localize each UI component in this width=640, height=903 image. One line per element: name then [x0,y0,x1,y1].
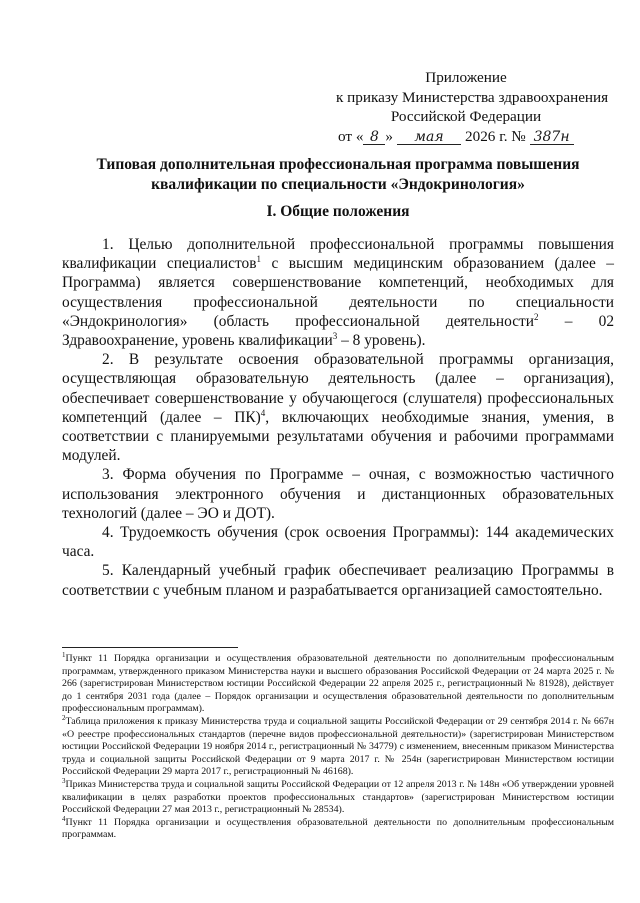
paragraph-1-text-a: 1. Целью дополнительной профессиональной программы повышения квалификации специалистов [62,236,614,273]
footnote-3 [62,776,614,817]
section-heading: I. Общие положения [266,203,410,220]
footnote-ref-1: 1 [256,254,261,265]
paragraph-1-text-c: – 02 Здравоохранение, уровень квалификации [62,312,615,350]
title-line-1: Типовая дополнительная профессиональная программа повышения [96,156,580,173]
paragraph-1-text-b: с высшим медицинским образованием (далее – Программа) является совершенствование компетенций, необходимых для осуществления профессиональной деятельности по специальности «Эндокринология» (область профессиональной деятельности [62,255,614,330]
paragraph-1 [62,235,614,350]
paragraph-2 [62,350,614,465]
order-date-line [336,127,596,147]
document-title [60,155,616,194]
footnote-2-text: Таблица приложения к приказу Министерства труда и социальной защиты Российской Федерации от 29 сентября 2014 г. № 667н «О реестре профессиональных стандартов (перечне видов профессиональной деятельности)» (зарегистрирован Министерством юстиции Российской Федерации 19 ноября 2014 г., регистрационный № 34779) с изменением, внесенным приказом Министерства труда и социальной защиты Российской Федерации от 9 марта 2017 г. № 254н (зарегистрирован Министерством юстиции Российской Федерации 29 марта 2017 г., регистрационный № 46168). [62,715,614,778]
appendix-country: Российской Федерации [390,108,542,125]
paragraph-4: 4. Трудоемкость обучения (срок освоения Программы): 144 академических часа. [62,524,614,561]
footnotes [62,653,614,842]
paragraph-2-text-b: , включающих необходимые знания, умения, в соответствии с планируемыми результатами обучения и рабочими программами модулей. [62,408,614,465]
footnote-4 [62,814,614,842]
footnote-divider [62,647,238,648]
order-month: мая [397,130,461,145]
paragraph-3: 3. Форма обучения по Программе – очная, с возможностью частичного использования электронного обучения и дистанционных образовательных технологий (далее – ЭО и ДОТ). [62,466,614,522]
order-day: 8 [363,130,385,145]
order-prefix: от « [338,127,364,145]
order-quote: » [385,127,394,145]
document-body [62,235,614,600]
footnote-ref-4: 4 [260,407,266,418]
footnote-1 [62,653,614,716]
appendix-order-ref: к приказу Министерства здравоохранения [336,88,609,106]
footnote-ref-3: 3 [332,331,338,342]
order-number: 387н [530,130,574,145]
footnote-ref-2: 2 [534,311,539,322]
footnote-4-text: Пункт 11 Порядка организации и осуществления образовательной деятельности по дополнительным профессиональным программам. [62,816,614,841]
footnote-3-text: Приказ Министерства труда и социальной защиты Российской Федерации от 12 апреля 2013 г. № 148н «Об утверждении уровней квалификации в целях разработки проектов профессиональных стандартов» (зарегистрирован Министерством юстиции Российской Федерации 27 мая 2013 г., регистрационный № 28534). [62,778,614,816]
footnote-2-mark: 2 [62,713,66,722]
footnote-3-mark: 3 [62,776,66,785]
paragraph-1-text-d: – 8 уровень). [337,332,426,350]
paragraph-2-text-a: 2. В результате освоения образовательной программы организация, осуществляющая образовательную деятельность (далее – организация), обеспечивает совершенствование у обучающегося (слушателя) профессиональных компетенций (далее – ПК) [62,351,614,426]
footnote-1-mark: 1 [62,651,66,659]
appendix-label: Приложение [425,69,507,86]
footnote-4-mark: 4 [62,814,66,823]
footnote-2 [62,713,614,779]
order-year: 2026 г. № [465,127,526,145]
title-line-2: квалификации по специальности «Эндокринология» [151,175,525,193]
appendix-header [336,68,609,146]
paragraph-5: 5. Календарный учебный график обеспечивает реализацию Программы в соответствии с учебным планом и разрабатывается организацией самостоятельно. [62,562,614,599]
footnote-1-text: Пункт 11 Порядка организации и осуществления образовательной деятельности по дополнительным профессиональным программам, утвержденного приказом Министерства науки и высшего образования Российской Федерации от 24 марта 2025 г. № 266 (зарегистрирован Министерством юстиции Российской Федерации 22 апреля 2025 г., регистрационный № 81928), действует до 1 сентября 2031 года (далее – Порядок организации и осуществления образовательной деятельности по дополнительным профессиональным программам). [62,653,614,715]
